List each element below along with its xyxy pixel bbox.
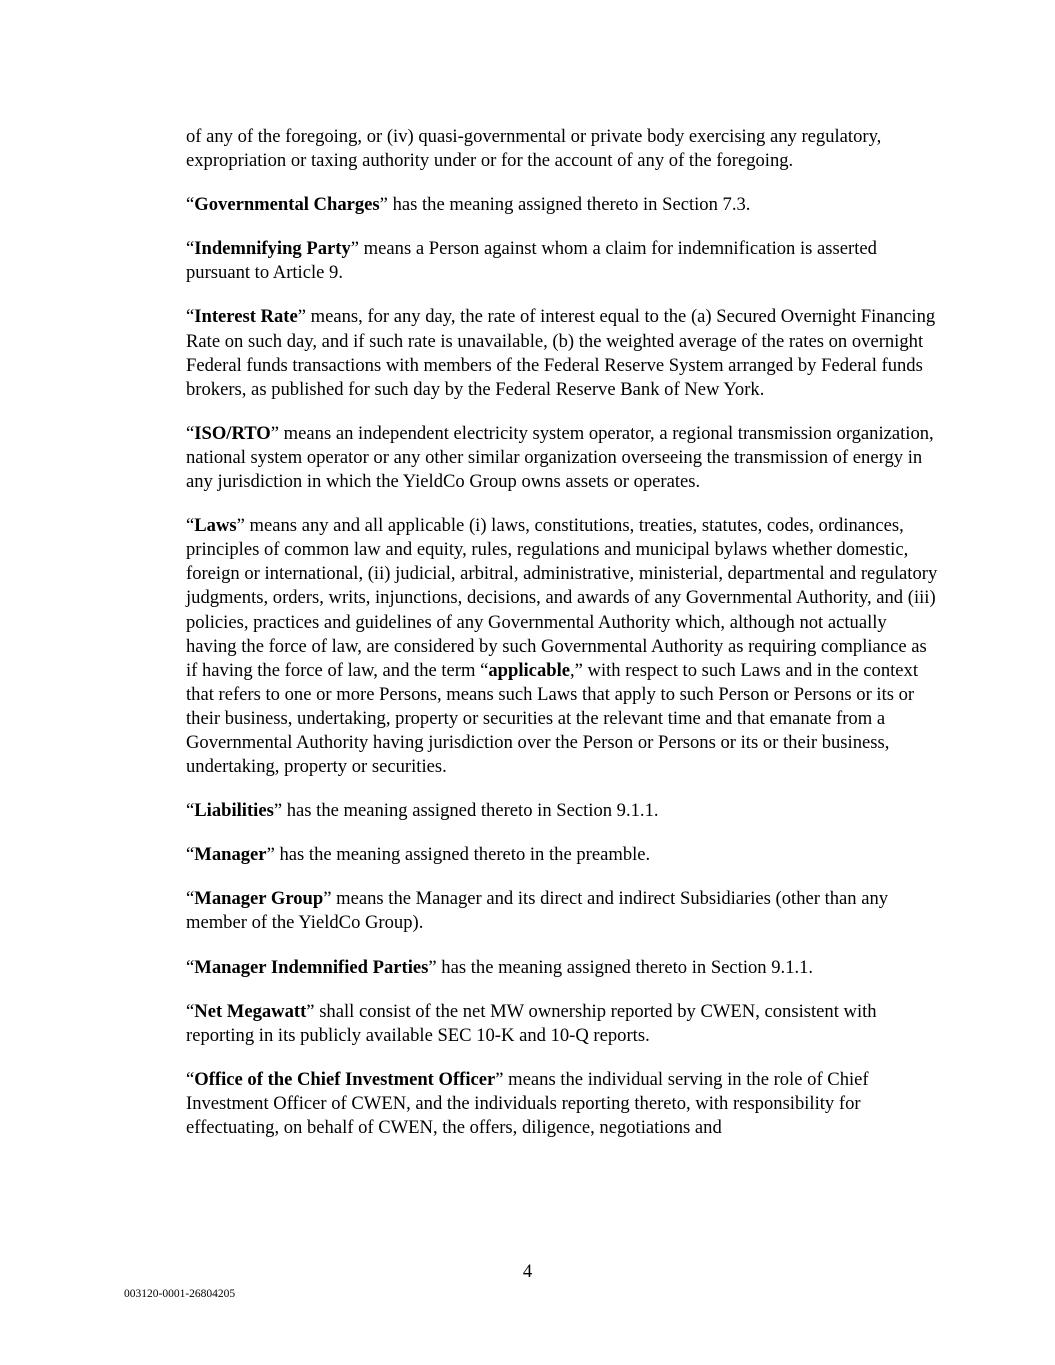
paragraph-text: ” means the individual serving in the role of Chief Investment Officer of CWEN, and the individuals reporting thereto, with responsibility for effectuating, on behalf of CWEN, the offers, diligence, negotiations and bbox=[186, 1068, 869, 1138]
paragraph-text: ” means any and all applicable (i) laws, constitutions, treaties, statutes, codes, ordinances, principles of common law and equity, rules, regulations and municipal bylaws whether domestic, foreign or international, (ii) judicial, arbitral, administrative, ministerial, departmental and regulatory judgments, orders, writs, injunctions, decisions, and awards of any Governmental Authority, and (iii) policies, practices and guidelines of any Governmental Authority which, although not actually having the force of law, are considered by such Governmental Authority as requiring compliance as if having the force of law, and the term “ bbox=[186, 515, 938, 681]
defined-term: Liabilities bbox=[194, 800, 274, 822]
def-manager-indemnified-parties bbox=[186, 956, 938, 980]
defined-term: Office of the Chief Investment Officer bbox=[194, 1068, 496, 1090]
paragraph-text: of any of the foregoing, or (iv) quasi-governmental or private body exercising any regulatory, expropriation or taxing authority under or for the account of any of the foregoing. bbox=[186, 126, 882, 172]
def-office-of-chief-investment-officer bbox=[186, 1068, 938, 1140]
paragraph-text: “ bbox=[186, 956, 195, 978]
def-iso-rto bbox=[186, 422, 938, 494]
def-indemnifying-party bbox=[186, 237, 938, 285]
defined-term: Manager Group bbox=[194, 888, 324, 910]
paragraph-text: ” has the meaning assigned thereto in Section 9.1.1. bbox=[273, 800, 659, 822]
paragraph-text: ,” with respect to such Laws and in the context that refers to one or more Persons, means such Laws that apply to such Person or Persons or its or their business, undertaking, property or securities at the relevant time and that emanate from a Governmental Authority having jurisdiction over the Person or Persons or its or their business, undertaking, property or securities. bbox=[186, 659, 919, 778]
defined-term: Laws bbox=[194, 515, 237, 537]
def-interest-rate bbox=[186, 305, 938, 401]
def-laws bbox=[186, 514, 938, 779]
paragraph-text: ” has the meaning assigned thereto in the preamble. bbox=[266, 844, 651, 866]
defined-term: Manager Indemnified Parties bbox=[194, 956, 429, 978]
def-manager bbox=[186, 843, 938, 867]
paragraph-text: “ bbox=[186, 306, 195, 328]
paragraph-text: “ bbox=[186, 1000, 195, 1022]
paragraph-text: “ bbox=[186, 844, 195, 866]
defined-term: Indemnifying Party bbox=[194, 238, 351, 260]
paragraph-text: “ bbox=[186, 238, 195, 260]
paragraph-text: “ bbox=[186, 422, 195, 444]
defined-term: ISO/RTO bbox=[194, 422, 271, 444]
def-manager-group bbox=[186, 887, 938, 935]
paragraph-text: “ bbox=[186, 1068, 195, 1090]
paragraph-text: ” means a Person against whom a claim for indemnification is asserted pursuant to Article 9. bbox=[186, 238, 877, 284]
paragraph-text: ” has the meaning assigned thereto in Section 7.3. bbox=[379, 194, 751, 216]
paragraph-text: “ bbox=[186, 800, 195, 822]
defined-term: Manager bbox=[194, 844, 267, 866]
page-number: 4 bbox=[522, 1261, 533, 1282]
defined-term: Net Megawatt bbox=[194, 1000, 307, 1022]
paragraph-text: ” means an independent electricity system operator, a regional transmission organization, national system operator or any other similar organization overseeing the transmission of energy in any jurisdiction in which the YieldCo Group owns assets or operates. bbox=[186, 422, 934, 493]
defined-term: Interest Rate bbox=[194, 306, 298, 328]
def-liabilities bbox=[186, 799, 938, 823]
paragraph-text: “ bbox=[186, 515, 195, 537]
document-id: 003120-0001-26804205 bbox=[124, 1288, 236, 1300]
paragraph-text: ” means the Manager and its direct and indirect Subsidiaries (other than any member of the YieldCo Group). bbox=[186, 888, 889, 934]
defined-term: applicable bbox=[488, 659, 570, 681]
def-net-megawatt bbox=[186, 1000, 938, 1048]
paragraph-text: ” shall consist of the net MW ownership reported by CWEN, consistent with reporting in its publicly available SEC 10-K and 10-Q reports. bbox=[186, 1000, 877, 1046]
document-body bbox=[186, 125, 938, 1160]
para-continuation bbox=[186, 125, 938, 173]
def-governmental-charges bbox=[186, 193, 938, 217]
defined-term: Governmental Charges bbox=[194, 194, 380, 216]
paragraph-text: “ bbox=[186, 888, 195, 910]
paragraph-text: “ bbox=[186, 194, 195, 216]
paragraph-text: ” means, for any day, the rate of interest equal to the (a) Secured Overnight Financing Rate on such day, and if such rate is unavailable, (b) the weighted average of the rates on overnight Federal funds transactions with members of the Federal Reserve System arranged by Federal funds brokers, as published for such day by the Federal Reserve Bank of New York. bbox=[186, 306, 936, 400]
paragraph-text: ” has the meaning assigned thereto in Section 9.1.1. bbox=[428, 956, 814, 978]
